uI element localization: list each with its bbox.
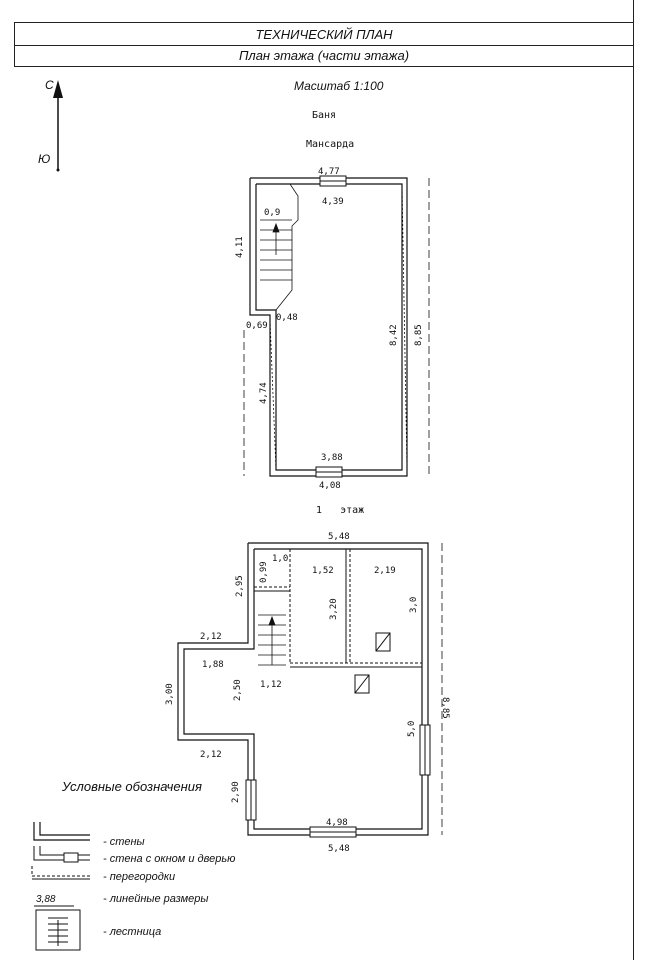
ground-floor-walls [178,543,428,835]
legend-stair-symbol [36,910,80,950]
upper-dim-outer-height: 8,85 [414,324,424,346]
plan-subtitle: План этажа (части этажа) [238,48,410,63]
compass-north-label: С [45,78,54,92]
legend-item-dimensions: - линейные размеры [103,893,209,905]
upper-dim-bottom-inner: 3,88 [321,453,343,463]
ground-dim-closet-w2: 1,0 [272,554,289,564]
ground-dim-room-a-h: 3,20 [329,598,339,620]
plan-title: ТЕХНИЧЕСКИЙ ПЛАН [255,27,393,42]
building-label: Баня [312,110,337,121]
upper-floor-walls [250,178,407,476]
legend-title: Условные обозначения [62,779,202,794]
frame-right-line [633,0,634,960]
legend-sample-dim: 3,88 [36,894,56,905]
ground-dim-annex-top: 2,12 [200,632,222,642]
ground-floor-plan [160,525,460,855]
frame-sub-line [14,66,634,67]
legend-symbols [28,820,98,955]
upper-dim-stair-small: 0,9 [264,208,281,218]
upper-floor-plan [220,160,440,495]
upper-dim-top-outer: 4,77 [318,167,340,177]
ground-stair [258,615,286,665]
legend-item-window-wall: - стена с окном и дверью [103,853,236,865]
legend-item-walls: - стены [103,836,145,848]
legend-item-stair: - лестница [103,926,162,938]
ground-dim-annex-inner: 1,88 [202,660,224,670]
legend-window-wall-symbol [34,846,90,862]
ground-dim-passage: 1,12 [260,680,282,690]
upper-floor-partition-hatch [270,184,407,470]
scale-label: Масштаб 1:100 [294,79,384,93]
ground-dim-annex-h: 3,00 [165,683,175,705]
legend-partition-symbol [32,866,90,879]
ground-floor-label: 1 этаж [316,505,365,516]
ground-dim-outer-height: 8,85 [440,697,450,719]
upper-dim-stair-height: 4,11 [235,236,245,258]
upper-floor-label: Мансарда [306,139,355,150]
ground-dim-top-outer: 5,48 [328,532,350,542]
ground-dim-room-b-h: 3,0 [409,596,419,613]
ground-dim-bottom-outer: 5,48 [328,844,350,854]
frame-top-line [14,22,634,23]
ground-dim-annex-inner-h: 2,50 [233,679,243,701]
compass-arrow [50,80,70,175]
ground-dim-left-bottom: 2,90 [231,781,241,803]
upper-dim-lower-left: 4,74 [259,382,269,404]
legend-item-partitions: - перегородки [103,871,176,883]
upper-stair [256,184,298,310]
ground-dim-annex-bottom: 2,12 [200,750,222,760]
ground-dim-room-b-w: 2,19 [374,566,396,576]
upper-dim-top-inner: 4,39 [322,197,344,207]
upper-dim-left-step: 0,69 [246,321,268,331]
ground-dim-bottom-inner: 4,98 [326,818,348,828]
frame-mid-line [14,45,634,46]
legend-wall-symbol [34,822,90,840]
ground-dim-closet-w: 0,99 [259,561,269,583]
compass-south-label: Ю [38,152,51,166]
upper-dim-inner-height: 8,42 [389,324,399,346]
ground-dim-main-h: 5,0 [407,720,417,737]
upper-dim-bottom-outer: 4,08 [319,481,341,491]
upper-dim-left-step2: 0,48 [276,313,298,323]
ground-dim-left-top: 2,95 [235,575,245,597]
ground-dim-room-a-w: 1,52 [312,566,334,576]
